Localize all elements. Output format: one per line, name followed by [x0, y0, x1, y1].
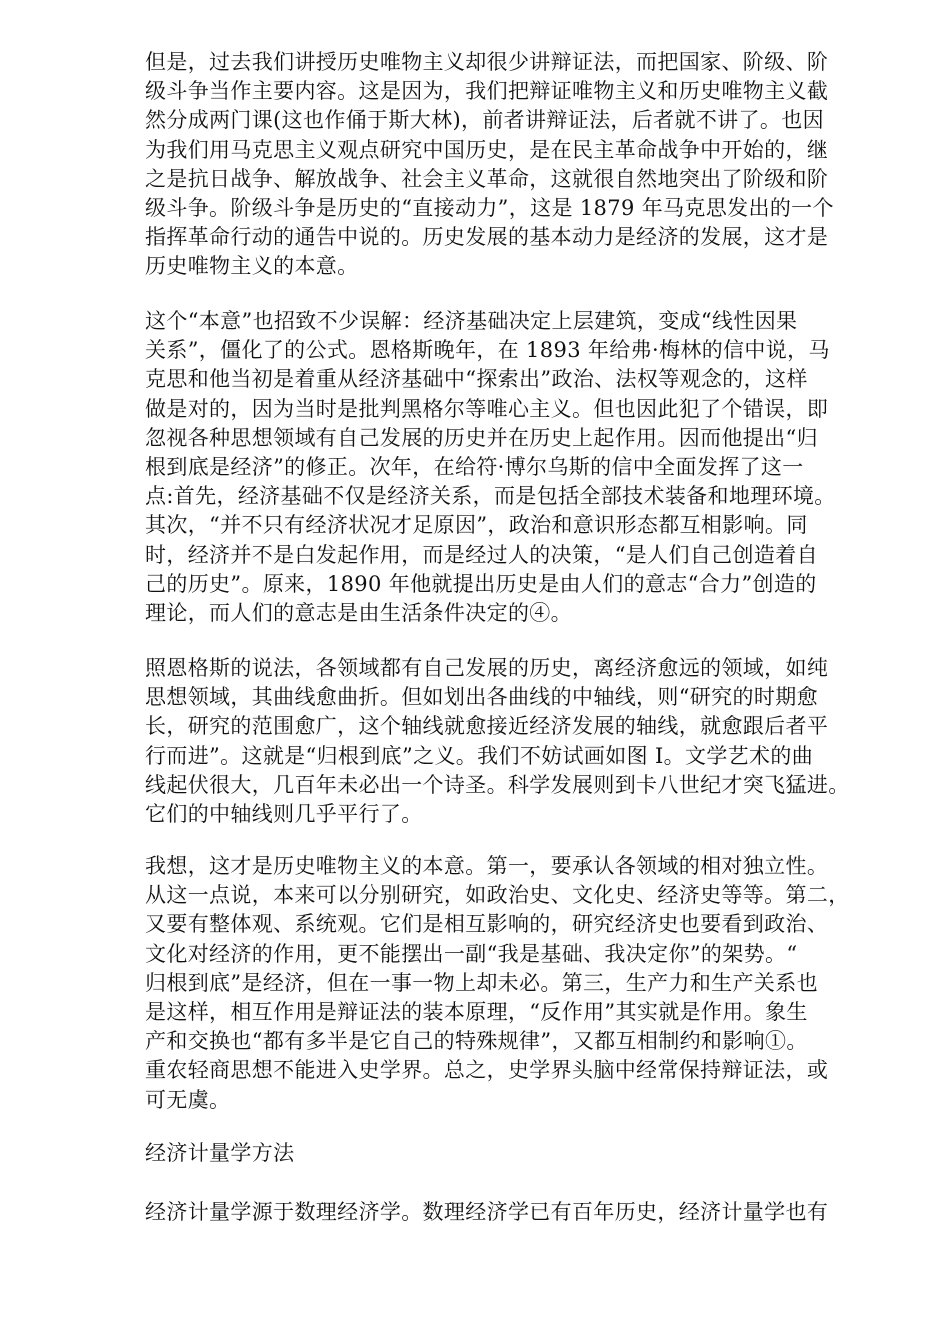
- text-line: 但是，过去我们讲授历史唯物主义却很少讲辩证法，而把国家、阶级、阶: [145, 50, 829, 74]
- text-line: 级斗争。阶级斗争是历史的“直接动力”，这是 1879 年马克思发出的一个: [145, 196, 834, 221]
- text-line: 克思和他当初是着重从经济基础中“探索出”政治、法权等观念的，这样: [145, 367, 808, 392]
- text-line: 经济计量学源于数理经济学。数理经济学已有百年历史，经济计量学也有: [145, 1200, 829, 1224]
- text-line: 历史唯物主义的本意。: [145, 254, 359, 279]
- text-line: 时，经济并不是白发起作用，而是经过人的决策，“是人们自己创造着自: [145, 542, 818, 567]
- section-heading-text: 经济计量学方法: [145, 1141, 295, 1165]
- paragraph-historical-materialism: [145, 48, 880, 282]
- text-line: 关系”，僵化了的公式。恩格斯晚年，在 1893 年给弗·梅林的信中说，马: [145, 338, 830, 363]
- section-heading: [145, 1139, 880, 1168]
- paragraph-econometrics: [145, 1198, 880, 1227]
- text-line: 级斗争当作主要内容。这是因为，我们把辩证唯物主义和历史唯物主义截: [145, 79, 829, 104]
- text-line: 照恩格斯的说法，各领域都有自己发展的历史，离经济愈远的领域，如纯: [145, 656, 829, 680]
- paragraph-engels-letters: [145, 307, 880, 628]
- text-line: 产和交换也“都有多半是它自己的特殊规律”，又都互相制约和影响①。: [145, 1029, 808, 1054]
- text-line: 之是抗日战争、解放战争、社会主义革命，这就很自然地突出了阶级和阶: [145, 166, 829, 191]
- text-line: 这个“本意”也招致不少误解：经济基础决定上层建筑，变成“线性因果: [145, 309, 798, 333]
- text-line: 思想领域，其曲线愈曲折。但如划出各曲线的中轴线，则“研究的时期愈: [145, 685, 818, 710]
- paragraph-axis-curves: [145, 654, 880, 829]
- text-line: 然分成两门课(这也作俑于斯大林)，前者讲辩证法，后者就不讲了。也因: [145, 108, 824, 133]
- text-line: 又要有整体观、系统观。它们是相互影响的，研究经济史也要看到政治、: [145, 912, 829, 937]
- text-line: 长，研究的范围愈广，这个轴线就愈接近经济发展的轴线，就愈跟后者平: [145, 714, 829, 739]
- text-line: 线起伏很大，几百年未必出一个诗圣。科学发展则到卡八世纪才突飞猛进。: [145, 772, 850, 797]
- text-line: 为我们用马克思主义观点研究中国历史，是在民主革命战争中开始的，继: [145, 137, 829, 162]
- text-line: 文化对经济的作用，更不能摆出一副“我是基础、我决定你”的架势。“: [145, 941, 798, 966]
- text-line: 忽视各种思想领域有自己发展的历史并在历史上起作用。因而他提出“归: [145, 425, 818, 450]
- text-line: 重农轻商思想不能进入史学界。总之，史学界头脑中经常保持辩证法，或: [145, 1058, 829, 1083]
- text-line: 根到底是经济”的修正。次年，在给符·博尔乌斯的信中全面发挥了这一: [145, 455, 804, 480]
- text-line: 可无虞。: [145, 1087, 231, 1112]
- text-line: 做是对的，因为当时是批判黑格尔等唯心主义。但也因此犯了个错误，即: [145, 396, 829, 421]
- text-line: 从这一点说，本来可以分别研究，如政治史、文化史、经济史等等。第二，: [145, 883, 850, 908]
- text-line: 理论，而人们的意志是由生活条件决定的④。: [145, 601, 572, 626]
- paragraph-original-intent: [145, 852, 880, 1115]
- text-line: 其次，“并不只有经济状况才足原因”，政治和意识形态都互相影响。同: [145, 513, 808, 538]
- text-line: 是这样，相互作用是辩证法的装本原理，“反作用”其实就是作用。象生: [145, 1000, 808, 1025]
- text-line: 指挥革命行动的通告中说的。历史发展的基本动力是经济的发展，这才是: [145, 225, 829, 250]
- text-line: 点:首先，经济基础不仅是经济关系，而是包括全部技术装备和地理环境。: [145, 484, 836, 509]
- text-line: 己的历史”。原来，1890 年他就提出历史是由人们的意志“合力”创造的: [145, 571, 817, 596]
- text-line: 行而进”。这就是“归根到底”之义。我们不妨试画如图 I。文学艺术的曲: [145, 743, 814, 768]
- text-line: 我想，这才是历史唯物主义的本意。第一，要承认各领域的相对独立性。: [145, 854, 829, 878]
- text-line: 归根到底”是经济，但在一事一物上却未必。第三，生产力和生产关系也: [145, 970, 818, 995]
- text-line: 它们的中轴线则几乎平行了。: [145, 802, 423, 827]
